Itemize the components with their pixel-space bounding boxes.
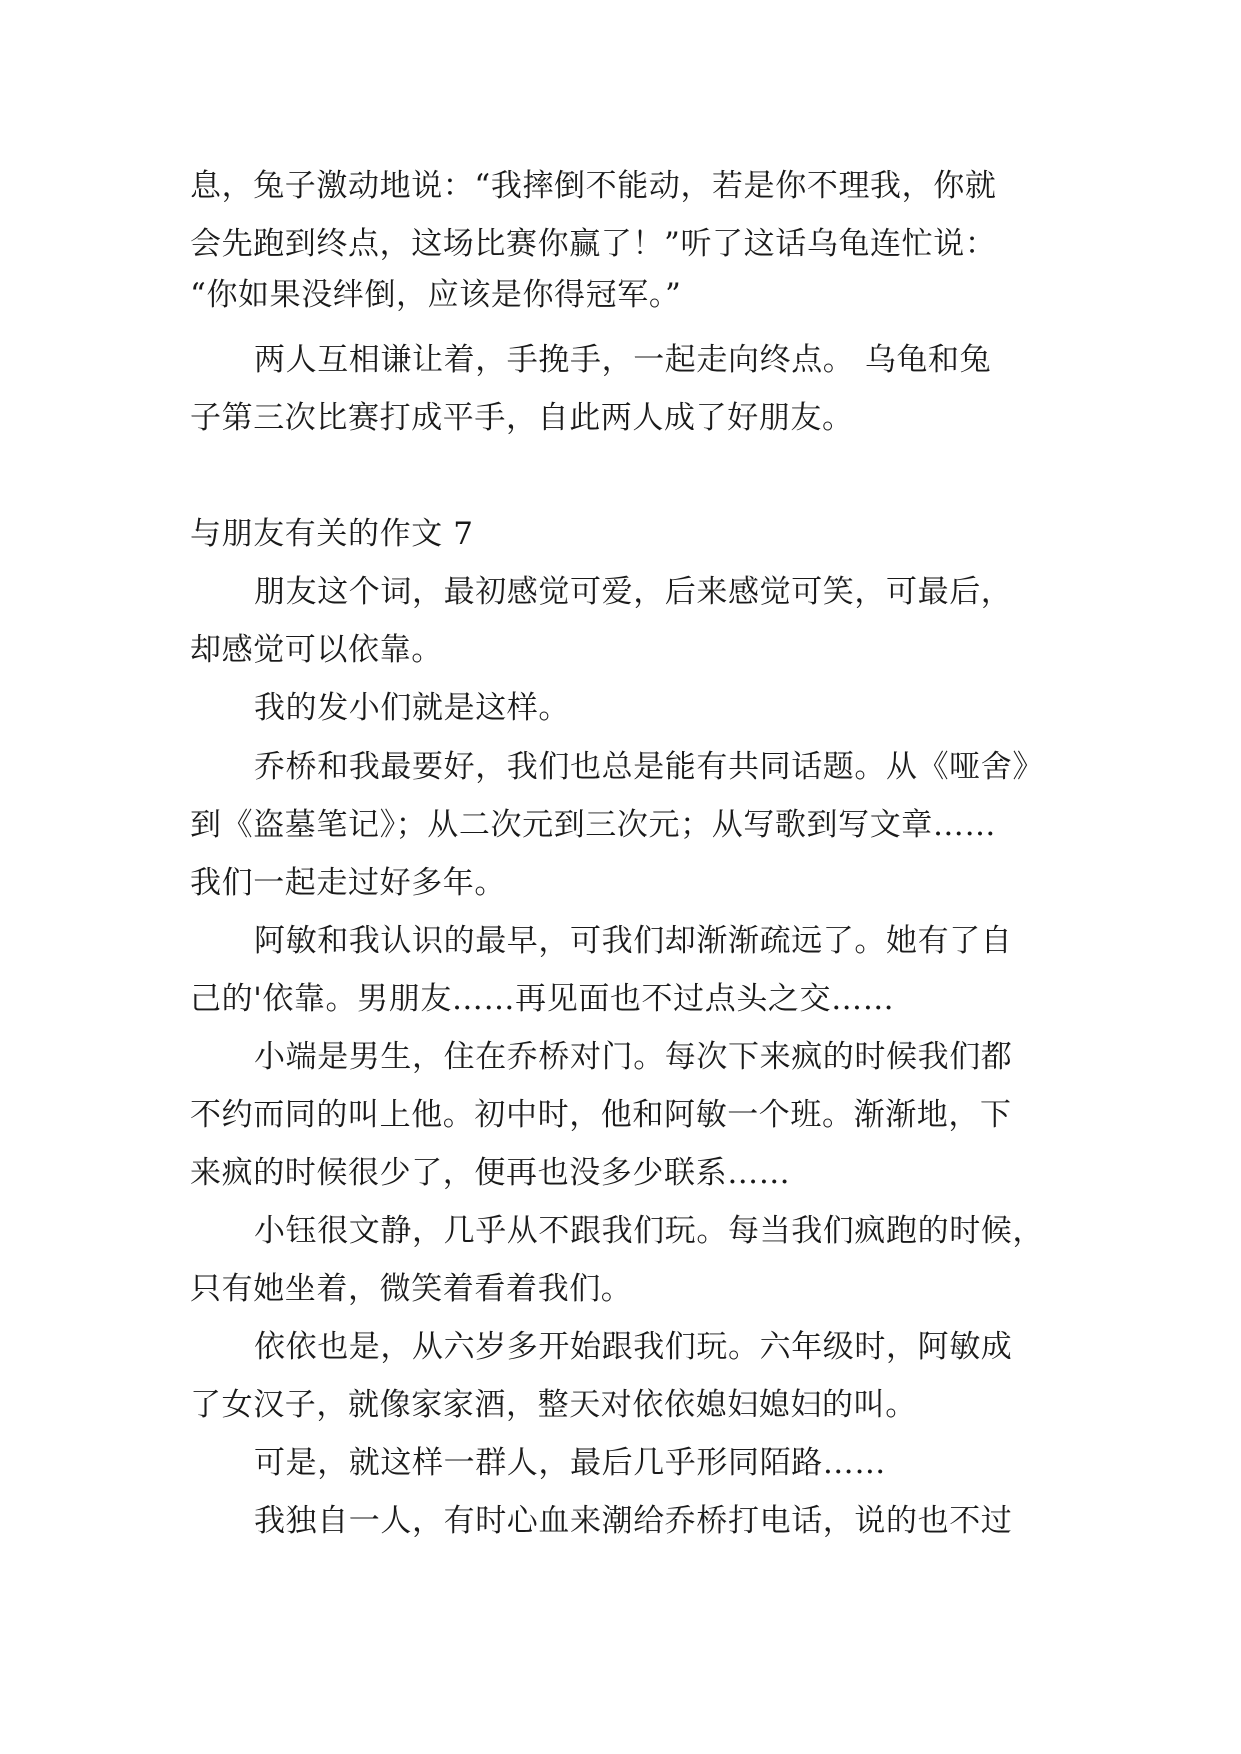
section-heading: 与朋友有关的作文 7 — [190, 516, 474, 552]
text-line: 来疯的时候很少了，便再也没多少联系…… — [190, 1155, 791, 1191]
text-line: 小钰很文静，几乎从不跟我们玩。每当我们疯跑的时候， — [254, 1213, 1044, 1249]
text-line: 不约而同的叫上他。初中时，他和阿敏一个班。渐渐地，下 — [190, 1097, 1012, 1133]
text-line: 己的'依靠。男朋友……再见面也不过点头之交…… — [190, 981, 895, 1017]
text-line: 子第三次比赛打成平手，自此两人成了好朋友。 — [190, 400, 854, 436]
text-line: 依依也是，从六岁多开始跟我们玩。六年级时，阿敏成 — [254, 1329, 1013, 1365]
text-line: 朋友这个词，最初感觉可爱，后来感觉可笑，可最后， — [254, 574, 1013, 610]
text-line: 我的发小们就是这样。 — [254, 690, 570, 726]
text-line: 阿敏和我认识的最早，可我们却渐渐疏远了。她有了自 — [254, 923, 1013, 959]
text-line: 我独自一人，有时心血来潮给乔桥打电话，说的也不过 — [254, 1503, 1013, 1539]
text-line: 会先跑到终点，这场比赛你赢了！”听了这话乌龟连忙说： — [190, 226, 997, 262]
text-line: 乔桥和我最要好，我们也总是能有共同话题。从《哑舍》 — [254, 749, 1044, 785]
text-line: 息，兔子激动地说：“我摔倒不能动，若是你不理我，你就 — [190, 168, 997, 204]
text-line: 我们一起走过好多年。 — [190, 865, 506, 901]
text-line: 小端是男生，住在乔桥对门。每次下来疯的时候我们都 — [254, 1039, 1013, 1075]
text-line: 了女汉子，就像家家酒，整天对依依媳妇媳妇的叫。 — [190, 1387, 917, 1423]
text-line: “你如果没绊倒，应该是你得冠军。” — [190, 277, 682, 313]
text-line: 到《盗墓笔记》；从二次元到三次元；从写歌到写文章…… — [190, 807, 997, 843]
text-line: 可是，就这样一群人，最后几乎形同陌路…… — [254, 1445, 886, 1481]
text-line: 只有她坐着，微笑着看着我们。 — [190, 1271, 633, 1307]
text-line: 却感觉可以依靠。 — [190, 632, 443, 668]
text-line: 两人互相谦让着，手挽手，一起走向终点。 乌龟和兔 — [254, 342, 992, 378]
